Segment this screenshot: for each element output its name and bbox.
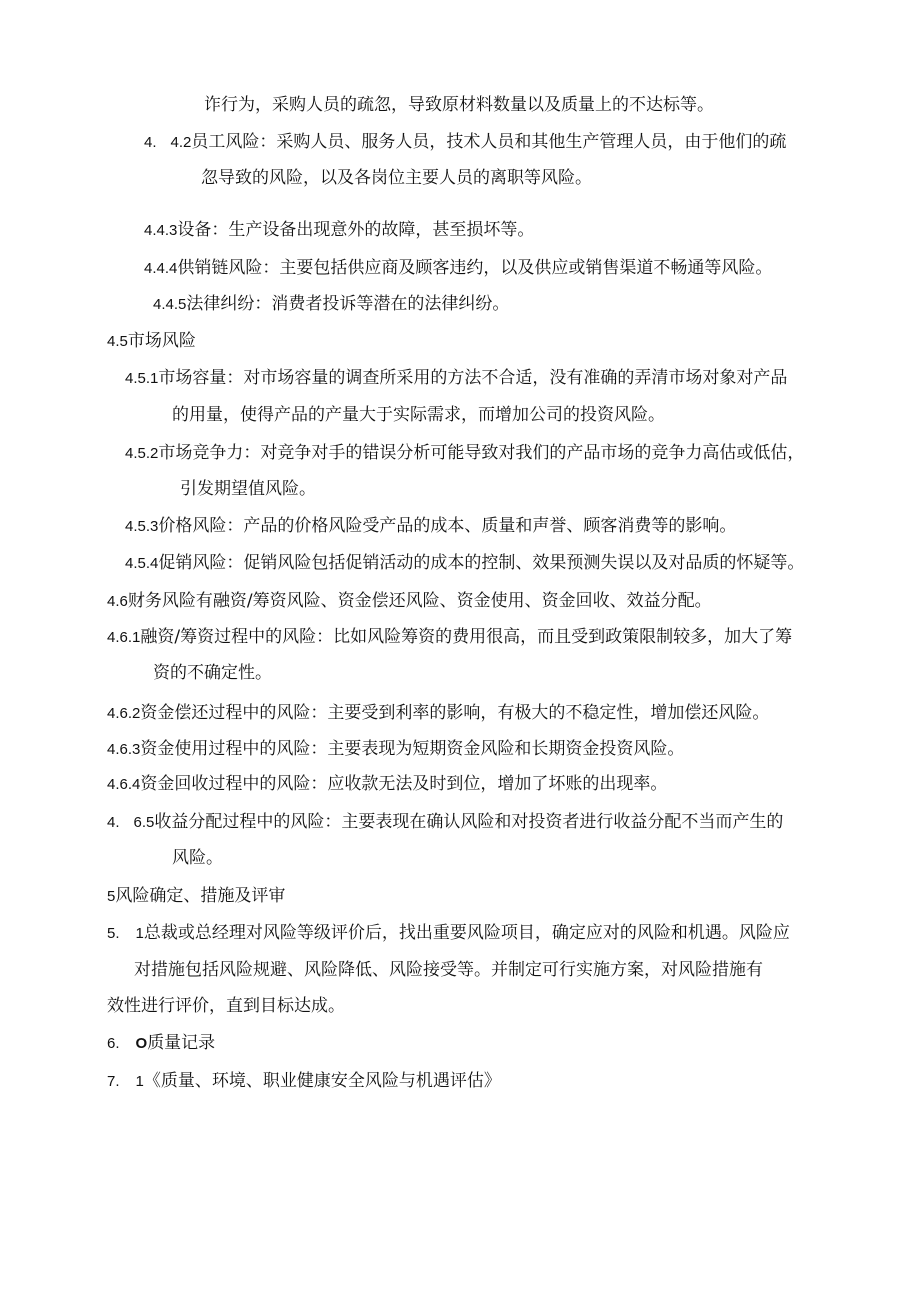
paragraph-line [134,960,763,980]
section-number: 4.5.1 [125,370,159,387]
line-text: 价格风险：产品的价格风险受产品的成本、质量和声誉、顾客消费等的影响。 [158,516,737,536]
paragraph-line [153,663,272,683]
paragraph-line [204,95,714,115]
line-text: 《质量、环境、职业健康安全风险与机遇评估》 [143,1071,501,1091]
section-number: 4.6 [107,593,128,610]
line-text: 收益分配过程中的风险：主要表现在确认风险和对投资者进行收益分配不当而产生的 [154,812,784,832]
line-text: 法律纠纷：消费者投诉等潜在的法律纠纷。 [186,294,510,314]
section-item-4-6-3 [107,739,684,759]
section-number: 4.6.2 [107,705,141,722]
line-text: 总裁或总经理对风险等级评价后，找出重要风险项目，确定应对的风险和机遇。风险应 [143,923,790,943]
section-number: 4.4.5 [153,296,187,313]
line-text: 对措施包括风险规避、风险降低、风险接受等。并制定可行实施方案，对风险措施有 [134,960,763,980]
line-text: 供销链风险：主要包括供应商及顾客违约，以及供应或销售渠道不畅通等风险。 [177,258,773,278]
section-item-4-4-4 [144,258,772,278]
paragraph-line [180,479,316,499]
line-text: 资金偿还过程中的风险：主要受到利率的影响，有极大的不稳定性，增加偿还风险。 [140,703,770,723]
section-item-4-4-3 [144,220,534,240]
section-number: 4.4.3 [144,222,178,239]
line-text: 引发期望值风险。 [180,479,316,499]
paragraph-line [172,848,223,868]
section-item-4-6-1 [107,627,792,647]
line-text: 诈行为，采购人员的疏忽，导致原材料数量以及质量上的不达标等。 [204,95,714,115]
line-text: 效性进行评价，直到目标达成。 [107,996,345,1016]
section-number: 6.5 [133,814,155,831]
section-number: 4.5.2 [125,445,159,462]
section-number: 7. [107,1073,120,1090]
section-number: 1 [135,925,144,942]
section-number: O [135,1035,148,1052]
section-number: 4.6.4 [107,776,141,793]
section-item-7-1 [107,1071,501,1091]
line-text: 资金使用过程中的风险：主要表现为短期资金风险和长期资金投资风险。 [140,739,685,759]
section-item-4-5-4 [125,553,804,573]
line-text: 促销风险：促销风险包括促销活动的成本的控制、效果预测失误以及对品质的怀疑等。 [158,553,805,573]
line-text: 融资/筹资过程中的风险：比如风险筹资的费用很高，而且受到政策限制较多，加大了筹 [140,627,793,647]
section-number: 4.5.3 [125,518,159,535]
section-heading-5 [107,886,285,906]
section-item-4-6-2 [107,703,769,723]
section-item-4-5-2 [125,443,804,463]
section-item-4-5-1 [125,368,787,388]
line-text: 员工风险：采购人员、服务人员，技术人员和其他生产管理人员，由于他们的疏 [191,132,787,152]
section-item-4-5-3 [125,516,736,536]
line-text: 资金回收过程中的风险：应收款无法及时到位，增加了坏账的出现率。 [140,774,668,794]
line-text: 的用量，使得产品的产量大于实际需求，而增加公司的投资风险。 [172,405,665,425]
line-text: 质量记录 [147,1033,216,1053]
line-text: 忽导致的风险，以及各岗位主要人员的离职等风险。 [201,168,592,188]
line-text: 市场风险 [127,331,196,351]
paragraph-line [107,996,345,1016]
line-text: 风险确定、措施及评审 [115,886,286,906]
line-text: 设备：生产设备出现意外的故障，甚至损坏等。 [177,220,535,240]
section-number: 4.5.4 [125,555,159,572]
section-number: 5 [107,888,116,905]
section-number: 4. [144,134,157,151]
line-text: 财务风险有融资/筹资风险、资金偿还风险、资金使用、资金回收、效益分配。 [127,591,712,611]
paragraph-line [201,168,592,188]
section-item-4-4-2 [144,132,786,152]
section-number: 1 [135,1073,144,1090]
section-heading-4-5 [107,331,196,351]
section-item-5-1 [107,923,790,943]
section-number: 4.6.3 [107,741,141,758]
section-item-4-4-5 [153,294,509,314]
section-item-4-6-5 [107,812,783,832]
line-text: 市场竞争力：对竞争对手的错误分析可能导致对我们的产品市场的竞争力高估或低估， [158,443,805,463]
section-number: 4. [107,814,120,831]
paragraph-line [172,405,665,425]
section-number: 5. [107,925,120,942]
line-text: 市场容量：对市场容量的调查所采用的方法不合适，没有准确的弄清市场对象对产品 [158,368,788,388]
section-number: 6. [107,1035,120,1052]
section-heading-4-6 [107,591,712,611]
section-number: 4.5 [107,333,128,350]
section-number: 4.6.1 [107,629,141,646]
section-item-4-6-4 [107,774,667,794]
section-number: 4.4.4 [144,260,178,277]
section-heading-6 [107,1033,215,1053]
line-text: 风险。 [172,848,223,868]
section-number: 4.2 [170,134,192,151]
line-text: 资的不确定性。 [153,663,272,683]
